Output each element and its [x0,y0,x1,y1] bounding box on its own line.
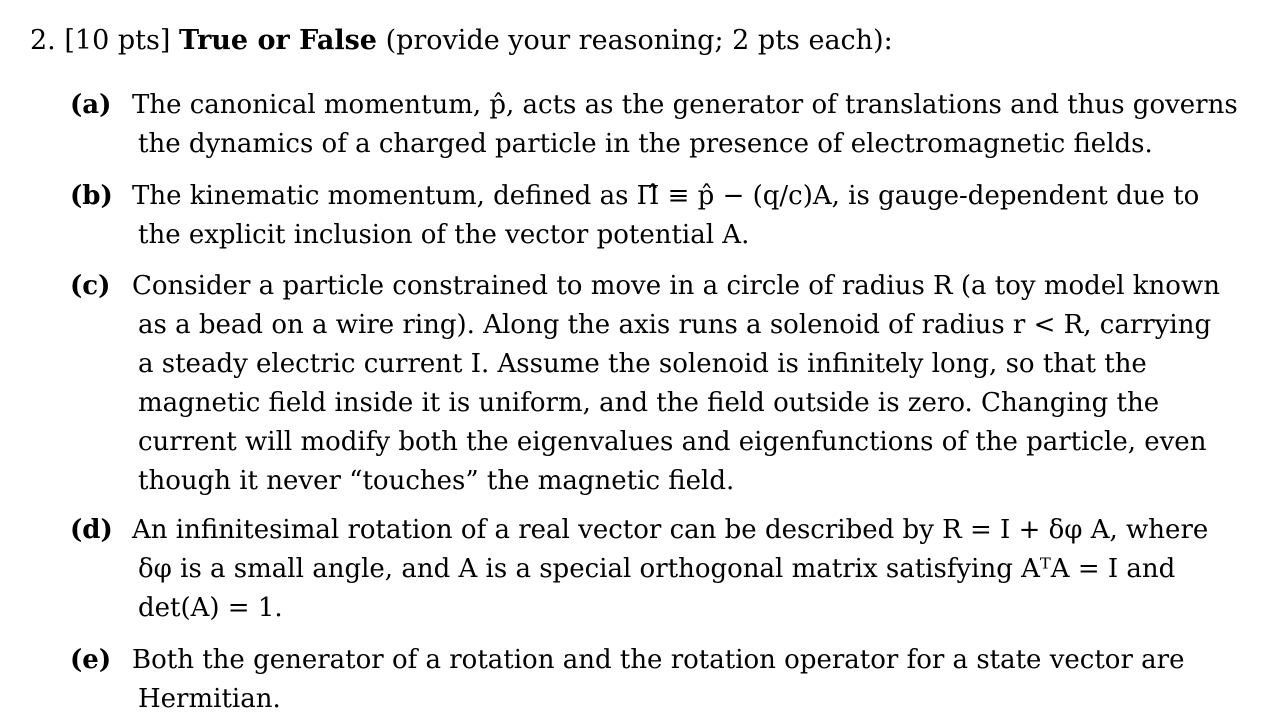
item-d-text-1: An infinitesimal rotation of a real vector can be described by R = I + δφ A, where [132,515,1209,545]
item-b-label: (b) [70,181,113,211]
problem-instruction: (provide your reasoning; 2 pts each): [385,25,893,56]
problem-number: 2. [30,25,56,56]
item-c-text-4: magnetic field inside it is uniform, and the field outside is zero. Changing the [138,388,1160,418]
item-d [70,511,1240,628]
item-d-text-3: det(A) = 1. [138,593,283,623]
item-c-text-3: a steady electric current I. Assume the solenoid is infinitely long, so that the [138,349,1147,379]
item-b-text-1: The kinematic momentum, defined as Π̂ ≡ p̂ − (q/c)A, is gauge-dependent due to [132,181,1200,211]
item-a-text-1: The canonical momentum, p̂, acts as the generator of translations and thus governs [132,90,1238,120]
item-e-line-1 [70,641,1240,680]
item-b [70,177,1240,255]
item-c [70,267,1240,501]
item-a-text-2: the dynamics of a charged particle in the presence of electromagnetic fields. [138,129,1153,159]
item-d-label: (d) [70,515,113,545]
item-e-label: (e) [70,645,112,675]
item-b-text-2: the explicit inclusion of the vector potential A. [138,220,750,250]
item-c-text-6: though it never “touches” the magnetic field. [138,466,735,496]
item-c-text-2: as a bead on a wire ring). Along the axis runs a solenoid of radius r < R, carrying [138,310,1212,340]
item-a-label: (a) [70,90,112,120]
item-d-text-2: δφ is a small angle, and A is a special orthogonal matrix satisfying AᵀA = I and [138,554,1176,584]
item-b-line-1 [70,177,1240,216]
item-e [70,641,1240,719]
problem-title: True or False [178,25,377,56]
item-a-line-1 [70,86,1240,125]
item-c-text-1: Consider a particle constrained to move in a circle of radius R (a toy model known [132,271,1220,301]
item-c-label: (c) [70,271,111,301]
item-e-text-2: Hermitian. [138,684,281,714]
item-d-line-1 [70,511,1240,550]
item-c-line-1 [70,267,1240,306]
problem-header [30,22,893,60]
item-e-text-1: Both the generator of a rotation and the rotation operator for a state vector are [132,645,1185,675]
item-c-text-5: current will modify both the eigenvalues and eigenfunctions of the particle, even [138,427,1207,457]
item-a [70,86,1240,164]
problem-points: [10 pts] [64,25,171,56]
